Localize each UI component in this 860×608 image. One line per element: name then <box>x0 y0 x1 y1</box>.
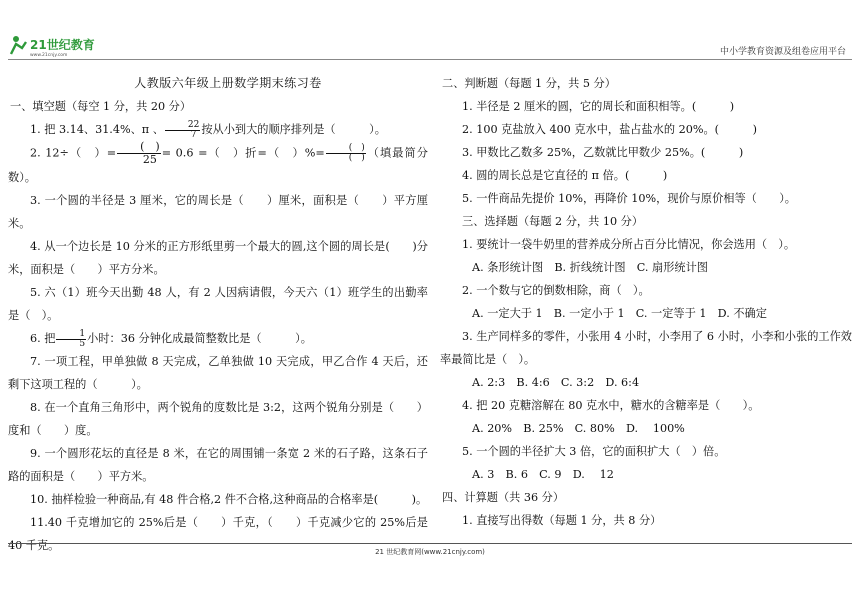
question-4: 4. 从一个边长是 10 分米的正方形纸里剪一个最大的圆,这个圆的周长是( )分米，面积是（ ）平方分米。 <box>8 240 428 276</box>
choice-2-options: A. 一定大于 1 B. 一定小于 1 C. 一定等于 1 D. 不确定 <box>472 307 767 320</box>
right-column <box>440 72 852 532</box>
calc-1: 1. 直接写出得数（每题 1 分，共 8 分） <box>462 514 662 527</box>
question-11: 11.40 千克增加它的 25%后是（ ）千克，（ ）千克减少它的 25%后是 40 千克。 <box>8 516 428 552</box>
question-2: 2. 12÷（ ）= $\frac{( )}{25}$ = 0.6 =（ ）折=（ ）%= $\frac{( )}{( )}$ （填最简分数）。 <box>8 140 428 184</box>
judge-1: 1. 半径是 2 厘米的圆，它的周长和面积相等。( ) <box>462 100 735 113</box>
section-choice-heading: 三、选择题（每题 2 分，共 10 分） <box>462 215 644 228</box>
question-10: 10. 抽样检验一种商品,有 48 件合格,2 件不合格,这种商品的合格率是( )。 <box>30 493 428 506</box>
question-8: 8. 在一个直角三角形中，两个锐角的度数比是 3:2，这两个锐角分别是（ ）度和（ ）度。 <box>8 401 428 437</box>
choice-3-options: A. 2:3 B. 4:6 C. 3:2 D. 6:4 <box>472 376 640 389</box>
judge-2: 2. 100 克盐放入 400 克水中，盐占盐水的 20%。( ) <box>462 123 757 136</box>
choice-1-options: A. 条形统计图 B. 折线统计图 C. 扇形统计图 <box>472 261 708 274</box>
judge-4: 4. 圆的周长总是它直径的 π 倍。( ) <box>462 169 668 182</box>
choice-2: 2. 一个数与它的倒数相除，商（ ）。 <box>462 284 650 297</box>
choice-1: 1. 要统计一袋牛奶里的营养成分所占百分比情况，你会选用（ ）。 <box>462 238 796 251</box>
header-divider <box>8 59 852 60</box>
question-7: 7. 一项工程，甲单独做 8 天完成，乙单独做 10 天完成，甲乙合作 4 天后，还剩下这项工程的（ ）。 <box>8 355 428 391</box>
page-footer: 21 世纪教育网(www.21cnjy.com) <box>375 548 485 556</box>
section-true-false-heading: 二、判断题（每题 1 分，共 5 分） <box>442 77 616 90</box>
judge-5: 5. 一件商品先提价 10%，再降价 10%，现价与原价相等（ ）。 <box>462 192 796 205</box>
choice-4-options: A. 20% B. 25% C. 80% D. 100% <box>472 422 685 435</box>
question-6: 6. 把 $\frac{1}{5}$ 小时：36 分钟化成最简整数比是（ ）。 <box>30 328 312 349</box>
choice-5: 5. 一个圆的半径扩大 3 倍，它的面积扩大（ ）倍。 <box>462 445 726 458</box>
page-title: 人教版六年级上册数学期末练习卷 <box>134 76 322 90</box>
choice-5-options: A. 3 B. 6 C. 9 D. 12 <box>472 468 614 481</box>
footer-divider <box>8 543 852 544</box>
judge-3: 3. 甲数比乙数多 25%，乙数就比甲数少 25%。( ) <box>462 146 744 159</box>
question-9: 9. 一个圆形花坛的直径是 8 米，在它的周围铺一条宽 2 米的石子路，这条石子路的面积是（ ）平方米。 <box>8 447 428 483</box>
question-5: 5. 六（1）班今天出勤 48 人，有 2 人因病请假，今天六（1）班学生的出勤率是（ ）。 <box>8 286 428 322</box>
logo-text: 21世纪教育 <box>30 38 95 52</box>
choice-3: 3. 生产同样多的零件，小张用 4 小时，小李用了 6 小时，小李和小张的工作效率最简比是（ ）。 <box>440 330 852 366</box>
site-logo <box>8 34 118 58</box>
page-header <box>0 0 860 66</box>
site-tagline: 中小学教育资源及组卷应用平台 <box>719 47 846 57</box>
logo-subtext: www.21cnjy.com <box>30 53 68 58</box>
section-calculation-heading: 四、计算题（共 36 分） <box>442 491 565 504</box>
choice-4: 4. 把 20 克糖溶解在 80 克水中，糖水的含糖率是（ ）。 <box>462 399 760 412</box>
section-fill-blank-heading: 一、填空题（每空 1 分，共 20 分） <box>10 100 192 113</box>
question-1: 1. 把 3.14、31.4%、π 、 $\frac{22}{7}$ 按从小到大的顺序排列是（ ）。 <box>30 119 386 140</box>
question-3: 3. 一个圆的半径是 3 厘米，它的周长是（ ）厘米，面积是（ ）平方厘米。 <box>8 194 428 230</box>
left-column <box>8 72 428 557</box>
